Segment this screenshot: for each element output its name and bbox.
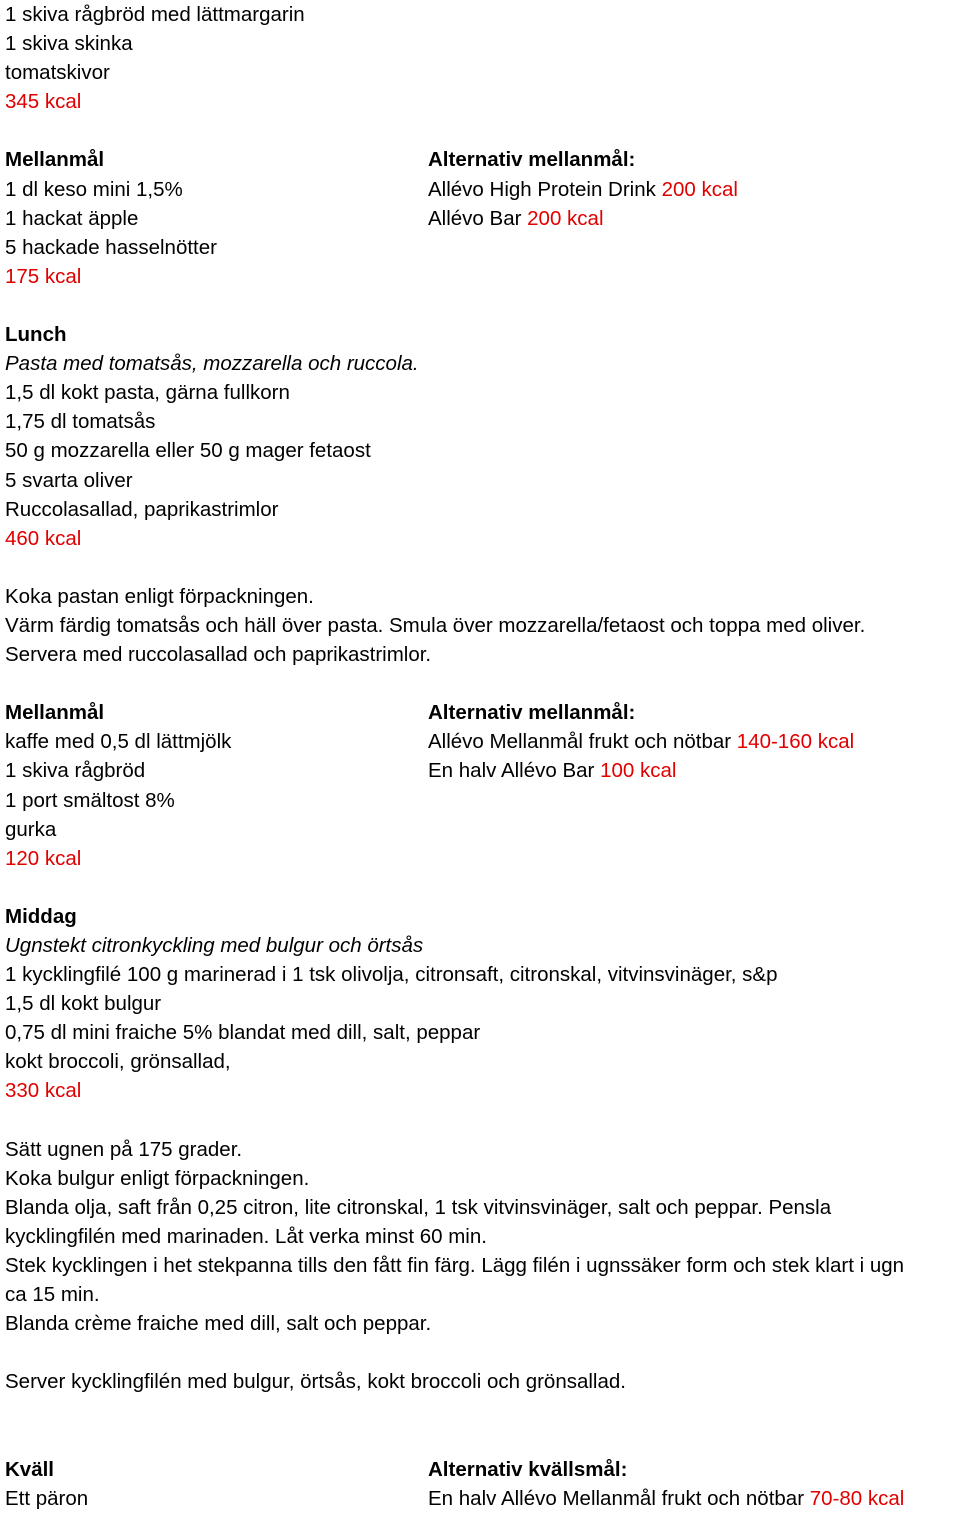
alt-text: En halv Allévo Bar (428, 759, 601, 783)
mellanmal-1-line-1: 1 dl keso mini 1,5% (5, 177, 183, 201)
mellanmal-2-line-1: kaffe med 0,5 dl lättmjölk (5, 730, 232, 754)
frukost-line-1: 1 skiva rågbröd med lättmargarin (5, 3, 305, 26)
mellanmal-2-section (5, 698, 960, 873)
frukost-line-2: 1 skiva skinka (5, 32, 133, 56)
lunch-instruction-3: Servera med ruccolasallad och paprikastrimlor. (5, 643, 432, 667)
alt-text: Allévo Mellanmål frukt och nötbar (428, 730, 737, 754)
mellanmal-2-alt-2 (428, 756, 960, 785)
mellanmal-2-line-3: 1 port smältost 8% (5, 788, 175, 812)
alt-kcal: 140-160 kcal (736, 730, 855, 754)
lunch-line-3: 50 g mozzarella eller 50 g mager fetaost (5, 439, 371, 463)
alt-kcal: 70-80 kcal (809, 1486, 905, 1510)
mellanmal-1-line-3: 5 hackade hasselnötter (5, 235, 217, 259)
kvall-alt-heading: Alternativ kvällsmål: (428, 1457, 628, 1481)
mellanmal-2-line-4: gurka (5, 817, 57, 841)
mellanmal-1-kcal: 175 kcal (5, 264, 82, 288)
mellanmal-2-kcal: 120 kcal (5, 846, 82, 870)
middag-instruction-2: Koka bulgur enligt förpackningen. (5, 1166, 310, 1190)
spacer (5, 1106, 960, 1135)
mellanmal-1-main (5, 145, 428, 290)
middag-instruction-6: ca 15 min. (5, 1283, 100, 1307)
lunch-title: Pasta med tomatsås, mozzarella och ruccola. (5, 352, 419, 376)
spacer (5, 553, 960, 582)
alt-kcal: 200 kcal (527, 206, 604, 230)
spacer (5, 1426, 960, 1455)
alt-kcal: 200 kcal (661, 177, 738, 201)
middag-instruction-1: Sätt ugnen på 175 grader. (5, 1137, 243, 1161)
alt-text: En halv Allévo Mellanmål frukt och nötbar (428, 1486, 810, 1510)
middag-instruction-3: Blanda olja, saft från 0,25 citron, lite citronskal, 1 tsk vitvinsvinäger, salt och peppar. Pensla (5, 1195, 832, 1219)
mellanmal-2-main (5, 698, 428, 873)
lunch-line-4: 5 svarta oliver (5, 468, 133, 492)
middag-line-3: 0,75 dl mini fraiche 5% blandat med dill, salt, peppar (5, 1021, 481, 1045)
spacer (5, 1338, 960, 1367)
kvall-line-1: Ett päron (5, 1486, 89, 1510)
spacer (5, 116, 960, 145)
lunch-kcal: 460 kcal (5, 526, 82, 550)
middag-instruction-5: Stek kycklingen i het stekpanna tills den fått fin färg. Lägg filén i ugnssäker form och stek klart i ugn (5, 1254, 905, 1278)
kvall-main (5, 1455, 428, 1513)
middag-instruction-7: Blanda crème fraiche med dill, salt och peppar. (5, 1312, 432, 1336)
middag-line-2: 1,5 dl kokt bulgur (5, 992, 162, 1016)
middag-title: Ugnstekt citronkyckling med bulgur och örtsås (5, 934, 424, 957)
mellanmal-2-heading: Mellanmål (5, 701, 105, 725)
kvall-alternatives (428, 1455, 960, 1513)
spacer (5, 291, 960, 320)
mellanmal-1-alt-heading: Alternativ mellanmål: (428, 148, 636, 172)
lunch-heading: Lunch (5, 323, 67, 347)
frukost-line-3: tomatskivor (5, 61, 110, 85)
alt-text: Allévo Bar (428, 206, 528, 230)
spacer (5, 669, 960, 698)
mellanmal-1-alt-1 (428, 175, 960, 204)
mellanmal-2-alternatives (428, 698, 960, 873)
kvall-section (5, 1455, 960, 1513)
mellanmal-1-alt-2 (428, 204, 960, 233)
kvall-alt-1 (428, 1484, 960, 1513)
middag-heading: Middag (5, 904, 77, 928)
alt-text: Allévo High Protein Drink (428, 177, 662, 201)
mellanmal-1-alternatives (428, 145, 960, 290)
mellanmal-1-heading: Mellanmål (5, 148, 105, 172)
kvall-heading: Kväll (5, 1457, 54, 1481)
middag-line-4: kokt broccoli, grönsallad, (5, 1050, 231, 1074)
lunch-instruction-1: Koka pastan enligt förpackningen. (5, 584, 314, 608)
mellanmal-1-section (5, 145, 960, 290)
mellanmal-2-line-2: 1 skiva rågbröd (5, 759, 146, 783)
mellanmal-1-line-2: 1 hackat äpple (5, 206, 139, 230)
middag-kcal: 330 kcal (5, 1079, 82, 1103)
middag-instruction-4: kycklingfilén med marinaden. Låt verka minst 60 min. (5, 1224, 487, 1248)
mellanmal-2-alt-1 (428, 727, 960, 756)
middag-serve: Server kycklingfilén med bulgur, örtsås, kokt broccoli och grönsallad. (5, 1370, 626, 1394)
alt-kcal: 100 kcal (600, 759, 677, 783)
lunch-line-5: Ruccolasallad, paprikastrimlor (5, 497, 279, 521)
spacer (5, 1397, 960, 1426)
lunch-instruction-2: Värm färdig tomatsås och häll över pasta. Smula över mozzarella/fetaost och toppa med oliver. (5, 613, 866, 637)
lunch-line-2: 1,75 dl tomatsås (5, 410, 156, 434)
spacer (5, 873, 960, 902)
frukost-kcal: 345 kcal (5, 90, 82, 114)
lunch-line-1: 1,5 dl kokt pasta, gärna fullkorn (5, 381, 290, 405)
middag-line-1: 1 kycklingfilé 100 g marinerad i 1 tsk olivolja, citronsaft, citronskal, vitvinsvinäger, s&p (5, 963, 778, 987)
mellanmal-2-alt-heading: Alternativ mellanmål: (428, 701, 636, 725)
